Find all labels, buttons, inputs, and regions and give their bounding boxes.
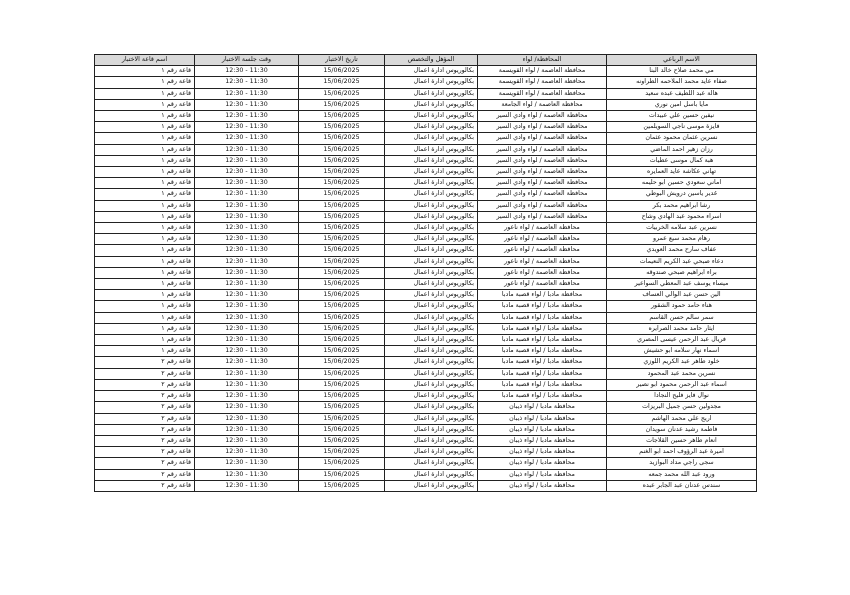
cell-name: رشا ابراهيم محمد بكر [607,200,757,211]
cell-exam-date: 15/06/2025 [299,211,385,222]
cell-hall: قاعة رقم ٢ [95,447,195,458]
cell-governorate: محافظة العاصمة / لواء وادي السير [478,178,607,189]
cell-name: غدير ياسين درويش البوطي [607,189,757,200]
table-row [95,368,757,379]
cell-qualification: بكالوريوس ادارة اعمال [385,413,478,424]
cell-exam-date: 15/06/2025 [299,458,385,469]
cell-governorate: محافظة مادبا / لواء قصبة مادبا [478,312,607,323]
cell-governorate: محافظة العاصمة / لواء القويسمة [478,77,607,88]
cell-exam-date: 15/06/2025 [299,312,385,323]
cell-session-time: 11:30 - 12:30 [195,402,299,413]
cell-exam-date: 15/06/2025 [299,66,385,77]
cell-name: مي محمد صلاح خالد البنا [607,66,757,77]
table-row [95,256,757,267]
cell-name: اريج علي محمد الهاشم [607,413,757,424]
table-row [95,66,757,77]
cell-governorate: محافظة مادبا / لواء ذيبان [478,469,607,480]
table-row [95,200,757,211]
cell-qualification: بكالوريوس ادارة اعمال [385,346,478,357]
cell-hall: قاعة رقم ٢ [95,402,195,413]
exam-schedule-table [94,54,757,492]
cell-name: نوال فايز فليح النجادا [607,391,757,402]
cell-name: ايثار حامد محمد الصرايره [607,323,757,334]
cell-exam-date: 15/06/2025 [299,368,385,379]
cell-hall: قاعة رقم ١ [95,200,195,211]
cell-exam-date: 15/06/2025 [299,189,385,200]
table-row [95,167,757,178]
cell-governorate: محافظة مادبا / لواء ذيبان [478,480,607,491]
cell-hall: قاعة رقم ١ [95,133,195,144]
cell-exam-date: 15/06/2025 [299,155,385,166]
cell-exam-date: 15/06/2025 [299,234,385,245]
table-row [95,458,757,469]
cell-session-time: 11:30 - 12:30 [195,133,299,144]
cell-exam-date: 15/06/2025 [299,167,385,178]
cell-name: رهام محمد سيع عمرو [607,234,757,245]
cell-name: سندس عدنان عبد الجابر عبده [607,480,757,491]
table-row [95,279,757,290]
cell-hall: قاعة رقم ١ [95,99,195,110]
cell-exam-date: 15/06/2025 [299,256,385,267]
cell-session-time: 11:30 - 12:30 [195,178,299,189]
cell-qualification: بكالوريوس ادارة اعمال [385,290,478,301]
cell-hall: قاعة رقم ٢ [95,413,195,424]
cell-governorate: محافظة مادبا / لواء قصبة مادبا [478,335,607,346]
cell-exam-date: 15/06/2025 [299,335,385,346]
cell-session-time: 11:30 - 12:30 [195,267,299,278]
cell-name: انعام طاهر حسين القلاجات [607,435,757,446]
cell-qualification: بكالوريوس ادارة اعمال [385,480,478,491]
cell-qualification: بكالوريوس ادارة اعمال [385,234,478,245]
cell-exam-date: 15/06/2025 [299,279,385,290]
cell-session-time: 11:30 - 12:30 [195,111,299,122]
cell-exam-date: 15/06/2025 [299,144,385,155]
cell-hall: قاعة رقم ١ [95,88,195,99]
cell-hall: قاعة رقم ١ [95,256,195,267]
table-row [95,133,757,144]
cell-exam-date: 15/06/2025 [299,122,385,133]
cell-session-time: 11:30 - 12:30 [195,447,299,458]
cell-governorate: محافظة العاصمة / لواء القويسمة [478,88,607,99]
cell-qualification: بكالوريوس ادارة اعمال [385,402,478,413]
cell-exam-date: 15/06/2025 [299,267,385,278]
cell-name: اميرة عبد الرؤوف احمد ابو الغنم [607,447,757,458]
cell-session-time: 11:30 - 12:30 [195,357,299,368]
cell-name: نسرين عبد سلامه الخربيات [607,223,757,234]
table-row [95,211,757,222]
cell-hall: قاعة رقم ١ [95,279,195,290]
table-row [95,346,757,357]
cell-session-time: 11:30 - 12:30 [195,211,299,222]
cell-qualification: بكالوريوس ادارة اعمال [385,88,478,99]
cell-qualification: بكالوريوس ادارة اعمال [385,167,478,178]
cell-name: دعاء صبحي عبد الكريم النعيمات [607,256,757,267]
cell-hall: قاعة رقم ٢ [95,379,195,390]
table-row [95,413,757,424]
cell-qualification: بكالوريوس ادارة اعمال [385,368,478,379]
cell-exam-date: 15/06/2025 [299,447,385,458]
cell-qualification: بكالوريوس ادارة اعمال [385,111,478,122]
exam-schedule-sheet [94,54,757,492]
cell-qualification: بكالوريوس ادارة اعمال [385,424,478,435]
table-body [95,66,757,492]
cell-session-time: 11:30 - 12:30 [195,245,299,256]
table-row [95,178,757,189]
table-row [95,189,757,200]
table-row [95,379,757,390]
cell-name: اسماء عبد الرحمن محمود ابو نصير [607,379,757,390]
cell-exam-date: 15/06/2025 [299,245,385,256]
cell-governorate: محافظة العاصمة / لواء وادي السير [478,122,607,133]
cell-session-time: 11:30 - 12:30 [195,279,299,290]
cell-governorate: محافظة العاصمة / لواء ناعور [478,279,607,290]
table-row [95,234,757,245]
cell-session-time: 11:30 - 12:30 [195,290,299,301]
cell-hall: قاعة رقم ١ [95,245,195,256]
cell-session-time: 11:30 - 12:30 [195,458,299,469]
cell-name: سجى راجي مداد البوازيد [607,458,757,469]
cell-hall: قاعة رقم ١ [95,267,195,278]
cell-qualification: بكالوريوس ادارة اعمال [385,323,478,334]
cell-session-time: 11:30 - 12:30 [195,200,299,211]
table-row [95,122,757,133]
cell-hall: قاعة رقم ١ [95,144,195,155]
cell-exam-date: 15/06/2025 [299,323,385,334]
cell-exam-date: 15/06/2025 [299,133,385,144]
cell-governorate: محافظة مادبا / لواء قصبة مادبا [478,391,607,402]
table-row [95,469,757,480]
cell-qualification: بكالوريوس ادارة اعمال [385,435,478,446]
cell-hall: قاعة رقم ١ [95,66,195,77]
cell-hall: قاعة رقم ١ [95,223,195,234]
cell-name: ميساء يوسف عبد المعطي السواعير [607,279,757,290]
cell-exam-date: 15/06/2025 [299,88,385,99]
cell-qualification: بكالوريوس ادارة اعمال [385,256,478,267]
cell-qualification: بكالوريوس ادارة اعمال [385,279,478,290]
cell-governorate: محافظة العاصمة / لواء ناعور [478,245,607,256]
cell-exam-date: 15/06/2025 [299,402,385,413]
cell-name: هناء حامد حمود الشقور [607,301,757,312]
cell-name: اماني سعودي حسين ابو حليمه [607,178,757,189]
cell-name: فاطمة رشيد عدنان سويدان [607,424,757,435]
cell-name: عفاف سارح محمد العويدي [607,245,757,256]
cell-session-time: 11:30 - 12:30 [195,155,299,166]
cell-governorate: محافظة العاصمة / لواء ناعور [478,256,607,267]
cell-hall: قاعة رقم ١ [95,335,195,346]
cell-name: فايزة موسى ناجي السويلمين [607,122,757,133]
table-row [95,267,757,278]
cell-session-time: 11:30 - 12:30 [195,167,299,178]
cell-governorate: محافظة مادبا / لواء قصبة مادبا [478,357,607,368]
cell-governorate: محافظة العاصمة / لواء وادي السير [478,200,607,211]
table-row [95,312,757,323]
cell-qualification: بكالوريوس ادارة اعمال [385,379,478,390]
cell-exam-date: 15/06/2025 [299,111,385,122]
cell-name: صفاء عايد محمد الملاحمه الطراونه [607,77,757,88]
cell-session-time: 11:30 - 12:30 [195,435,299,446]
header-exam-date: تاريخ الاختبار [299,55,385,66]
cell-session-time: 11:30 - 12:30 [195,223,299,234]
cell-session-time: 11:30 - 12:30 [195,77,299,88]
cell-name: خلود طاهر عبد الكريم اللوزي [607,357,757,368]
cell-governorate: محافظة مادبا / لواء ذيبان [478,435,607,446]
cell-qualification: بكالوريوس ادارة اعمال [385,391,478,402]
cell-qualification: بكالوريوس ادارة اعمال [385,122,478,133]
cell-qualification: بكالوريوس ادارة اعمال [385,155,478,166]
cell-hall: قاعة رقم ٢ [95,435,195,446]
cell-hall: قاعة رقم ١ [95,234,195,245]
cell-qualification: بكالوريوس ادارة اعمال [385,301,478,312]
header-hall: اسم قاعة الاختبار [95,55,195,66]
cell-session-time: 11:30 - 12:30 [195,312,299,323]
cell-governorate: محافظة مادبا / لواء قصبة مادبا [478,290,607,301]
cell-governorate: محافظة العاصمة / لواء وادي السير [478,111,607,122]
cell-hall: قاعة رقم ٢ [95,391,195,402]
cell-qualification: بكالوريوس ادارة اعمال [385,144,478,155]
cell-hall: قاعة رقم ٢ [95,469,195,480]
cell-session-time: 11:30 - 12:30 [195,122,299,133]
cell-governorate: محافظة العاصمة / لواء القويسمة [478,66,607,77]
cell-session-time: 11:30 - 12:30 [195,346,299,357]
table-row [95,435,757,446]
cell-hall: قاعة رقم ١ [95,323,195,334]
cell-session-time: 11:30 - 12:30 [195,424,299,435]
cell-exam-date: 15/06/2025 [299,357,385,368]
cell-exam-date: 15/06/2025 [299,99,385,110]
cell-name: الين حسن عبد الوالي العساف [607,290,757,301]
cell-qualification: بكالوريوس ادارة اعمال [385,200,478,211]
table-row [95,245,757,256]
table-row [95,323,757,334]
cell-session-time: 11:30 - 12:30 [195,256,299,267]
cell-governorate: محافظة العاصمة / لواء وادي السير [478,144,607,155]
header-name: الاسم الرباعي [607,55,757,66]
cell-name: سمر سالم حسن القاسم [607,312,757,323]
cell-exam-date: 15/06/2025 [299,424,385,435]
cell-session-time: 11:30 - 12:30 [195,413,299,424]
cell-governorate: محافظة العاصمة / لواء الجامعة [478,99,607,110]
cell-hall: قاعة رقم ٢ [95,424,195,435]
cell-name: هالة عبد اللطيف عبده سعيد [607,88,757,99]
cell-qualification: بكالوريوس ادارة اعمال [385,267,478,278]
cell-governorate: محافظة مادبا / لواء قصبة مادبا [478,379,607,390]
table-row [95,155,757,166]
table-row [95,88,757,99]
cell-name: براء ابراهيم صبحي صندوقه [607,267,757,278]
cell-hall: قاعة رقم ١ [95,178,195,189]
cell-name: رزان زهير احمد الماضي [607,144,757,155]
cell-exam-date: 15/06/2025 [299,178,385,189]
cell-qualification: بكالوريوس ادارة اعمال [385,335,478,346]
table-row [95,99,757,110]
cell-hall: قاعة رقم ٢ [95,480,195,491]
cell-name: فريال عبد الرحمن عيسى المصري [607,335,757,346]
cell-governorate: محافظة مادبا / لواء ذيبان [478,402,607,413]
cell-session-time: 11:30 - 12:30 [195,99,299,110]
header-governorate: المحافظة/ لواء [478,55,607,66]
cell-qualification: بكالوريوس ادارة اعمال [385,469,478,480]
cell-name: مجدولين حسن جميل البريزات [607,402,757,413]
cell-name: نسرين عثمان محمود عثمان [607,133,757,144]
cell-qualification: بكالوريوس ادارة اعمال [385,66,478,77]
cell-governorate: محافظة العاصمة / لواء وادي السير [478,133,607,144]
cell-hall: قاعة رقم ١ [95,211,195,222]
cell-governorate: محافظة العاصمة / لواء وادي السير [478,189,607,200]
cell-session-time: 11:30 - 12:30 [195,301,299,312]
cell-exam-date: 15/06/2025 [299,200,385,211]
cell-governorate: محافظة مادبا / لواء قصبة مادبا [478,346,607,357]
cell-qualification: بكالوريوس ادارة اعمال [385,245,478,256]
cell-governorate: محافظة العاصمة / لواء ناعور [478,223,607,234]
cell-exam-date: 15/06/2025 [299,469,385,480]
cell-session-time: 11:30 - 12:30 [195,480,299,491]
cell-governorate: محافظة العاصمة / لواء ناعور [478,267,607,278]
cell-governorate: محافظة العاصمة / لواء ناعور [478,234,607,245]
cell-qualification: بكالوريوس ادارة اعمال [385,312,478,323]
cell-name: ورود عبد الله محمد جمعه [607,469,757,480]
cell-session-time: 11:30 - 12:30 [195,335,299,346]
cell-session-time: 11:30 - 12:30 [195,323,299,334]
cell-qualification: بكالوريوس ادارة اعمال [385,223,478,234]
cell-exam-date: 15/06/2025 [299,77,385,88]
cell-hall: قاعة رقم ١ [95,312,195,323]
cell-governorate: محافظة مادبا / لواء قصبة مادبا [478,301,607,312]
cell-hall: قاعة رقم ١ [95,77,195,88]
cell-session-time: 11:30 - 12:30 [195,88,299,99]
cell-exam-date: 15/06/2025 [299,346,385,357]
cell-qualification: بكالوريوس ادارة اعمال [385,99,478,110]
table-row [95,480,757,491]
cell-name: اسراء محمود عبد الهادي وشاح [607,211,757,222]
cell-hall: قاعة رقم ١ [95,290,195,301]
table-row [95,223,757,234]
cell-qualification: بكالوريوس ادارة اعمال [385,211,478,222]
table-row [95,357,757,368]
cell-exam-date: 15/06/2025 [299,435,385,446]
cell-hall: قاعة رقم ١ [95,346,195,357]
cell-session-time: 11:30 - 12:30 [195,189,299,200]
cell-session-time: 11:30 - 12:30 [195,368,299,379]
cell-qualification: بكالوريوس ادارة اعمال [385,189,478,200]
cell-exam-date: 15/06/2025 [299,223,385,234]
cell-hall: قاعة رقم ٢ [95,357,195,368]
cell-session-time: 11:30 - 12:30 [195,66,299,77]
cell-exam-date: 15/06/2025 [299,480,385,491]
table-header-row [95,55,757,66]
cell-exam-date: 15/06/2025 [299,290,385,301]
cell-name: نيفين حسين علي عبيدات [607,111,757,122]
cell-session-time: 11:30 - 12:30 [195,234,299,245]
cell-qualification: بكالوريوس ادارة اعمال [385,458,478,469]
cell-session-time: 11:30 - 12:30 [195,144,299,155]
cell-governorate: محافظة مادبا / لواء ذيبان [478,458,607,469]
cell-qualification: بكالوريوس ادارة اعمال [385,133,478,144]
cell-name: تهاني عكاشة عايد العمايره [607,167,757,178]
table-row [95,447,757,458]
cell-governorate: محافظة العاصمة / لواء وادي السير [478,211,607,222]
table-row [95,335,757,346]
table-row [95,77,757,88]
cell-exam-date: 15/06/2025 [299,413,385,424]
table-row [95,402,757,413]
cell-hall: قاعة رقم ٢ [95,458,195,469]
table-row [95,144,757,155]
cell-name: مايا باسل امين نوري [607,99,757,110]
cell-hall: قاعة رقم ١ [95,167,195,178]
table-row [95,424,757,435]
cell-governorate: محافظة مادبا / لواء قصبة مادبا [478,368,607,379]
cell-governorate: محافظة مادبا / لواء ذيبان [478,424,607,435]
cell-session-time: 11:30 - 12:30 [195,379,299,390]
cell-hall: قاعة رقم ٢ [95,368,195,379]
cell-name: نسرين محمد عبد المحمود [607,368,757,379]
cell-exam-date: 15/06/2025 [299,301,385,312]
cell-hall: قاعة رقم ١ [95,189,195,200]
cell-qualification: بكالوريوس ادارة اعمال [385,77,478,88]
cell-hall: قاعة رقم ١ [95,111,195,122]
table-row [95,290,757,301]
cell-governorate: محافظة مادبا / لواء قصبة مادبا [478,323,607,334]
cell-governorate: محافظة مادبا / لواء ذيبان [478,413,607,424]
cell-name: هبة كمال موسى عطيات [607,155,757,166]
table-row [95,111,757,122]
cell-qualification: بكالوريوس ادارة اعمال [385,357,478,368]
header-session-time: وقت جلسة الاختبار [195,55,299,66]
cell-hall: قاعة رقم ١ [95,155,195,166]
cell-governorate: محافظة العاصمة / لواء وادي السير [478,167,607,178]
table-row [95,391,757,402]
cell-qualification: بكالوريوس ادارة اعمال [385,178,478,189]
cell-hall: قاعة رقم ١ [95,301,195,312]
cell-exam-date: 15/06/2025 [299,391,385,402]
table-row [95,301,757,312]
cell-name: اسماء نهار سلامه ابو حشيش [607,346,757,357]
cell-governorate: محافظة العاصمة / لواء وادي السير [478,155,607,166]
cell-session-time: 11:30 - 12:30 [195,391,299,402]
header-qualification: المؤهل والتخصص [385,55,478,66]
cell-exam-date: 15/06/2025 [299,379,385,390]
cell-governorate: محافظة مادبا / لواء ذيبان [478,447,607,458]
cell-session-time: 11:30 - 12:30 [195,469,299,480]
cell-qualification: بكالوريوس ادارة اعمال [385,447,478,458]
cell-hall: قاعة رقم ١ [95,122,195,133]
